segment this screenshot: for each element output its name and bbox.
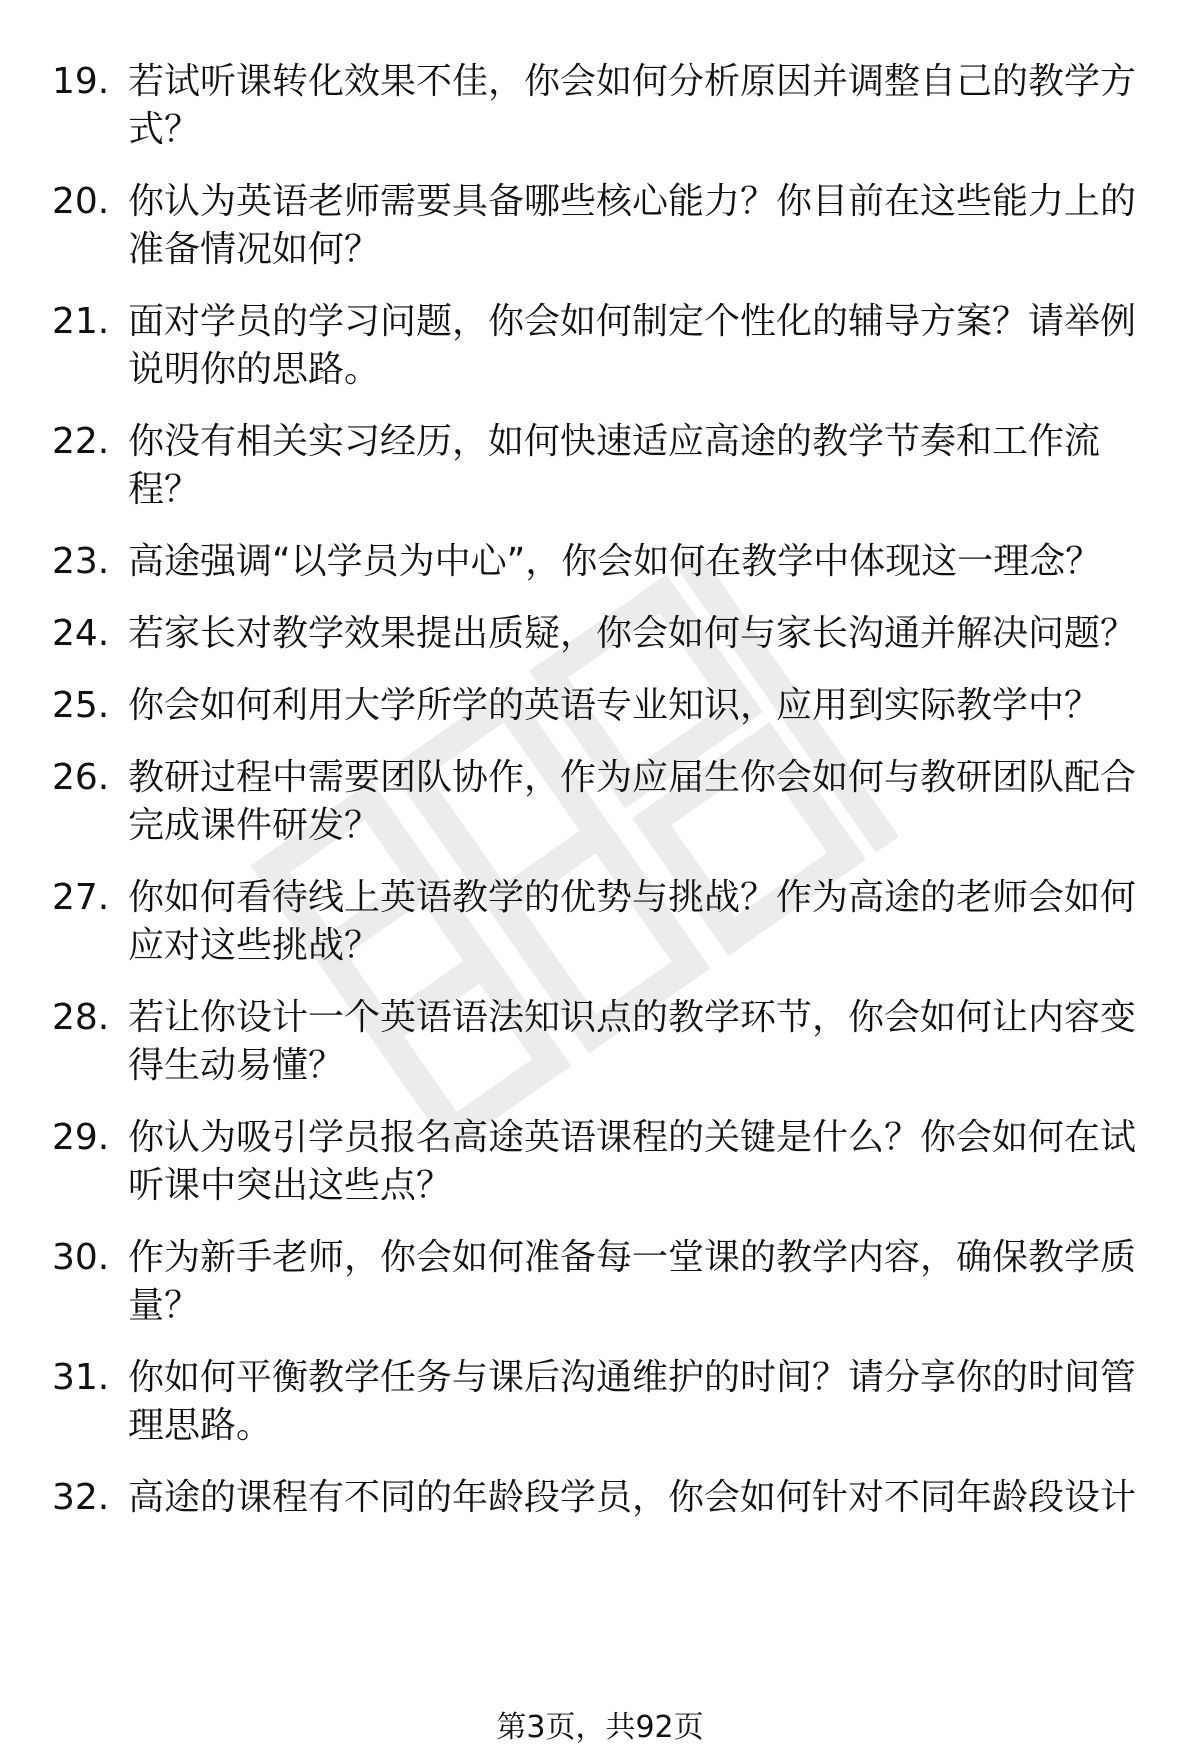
question-text: 你会如何利用大学所学的英语专业知识，应用到实际教学中？ [128, 685, 1101, 726]
question-number: 19. [52, 61, 110, 102]
question-text: 教研过程中需要团队协作，作为应届生你会如何与教研团队配合完成课件研发？ [128, 757, 1137, 846]
question-number: 21. [52, 301, 110, 342]
question-text: 作为新手老师，你会如何准备每一堂课的教学内容，确保教学质量？ [128, 1237, 1137, 1326]
page-footer: 第3页，共92页 [496, 1710, 704, 1745]
question-text: 你如何平衡教学任务与课后沟通维护的时间？请分享你的时间管理思路。 [128, 1357, 1137, 1446]
question-text: 高途的课程有不同的年龄段学员，你会如何针对不同年龄段设计 [128, 1477, 1137, 1518]
question-number: 29. [52, 1117, 110, 1158]
question-number: 24. [52, 613, 110, 654]
question-number: 23. [52, 541, 110, 582]
question-text: 高途强调“以学员为中心”，你会如何在教学中体现这一理念？ [128, 541, 1102, 582]
question-number: 26. [52, 757, 110, 798]
question-number: 22. [52, 421, 110, 462]
question-text: 若让你设计一个英语语法知识点的教学环节，你会如何让内容变得生动易懂？ [128, 997, 1137, 1086]
question-text: 若试听课转化效果不佳，你会如何分析原因并调整自己的教学方式？ [128, 61, 1137, 150]
question-number: 28. [52, 997, 110, 1038]
question-number: 30. [52, 1237, 110, 1278]
question-text: 你没有相关实习经历，如何快速适应高途的教学节奏和工作流程？ [128, 421, 1101, 510]
question-text: 若家长对教学效果提出质疑，你会如何与家长沟通并解决问题？ [128, 613, 1137, 654]
question-text: 你认为吸引学员报名高途英语课程的关键是什么？你会如何在试听课中突出这些点？ [128, 1117, 1137, 1206]
question-number: 32. [52, 1477, 110, 1518]
question-text: 面对学员的学习问题，你会如何制定个性化的辅导方案？请举例说明你的思路。 [128, 301, 1137, 390]
question-number: 31. [52, 1357, 110, 1398]
question-text: 你如何看待线上英语教学的优势与挑战？作为高途的老师会如何应对这些挑战？ [128, 877, 1137, 966]
question-number: 20. [52, 181, 110, 222]
question-text: 你认为英语老师需要具备哪些核心能力？你目前在这些能力上的准备情况如何？ [128, 181, 1137, 270]
question-number: 25. [52, 685, 110, 726]
question-number: 27. [52, 877, 110, 918]
